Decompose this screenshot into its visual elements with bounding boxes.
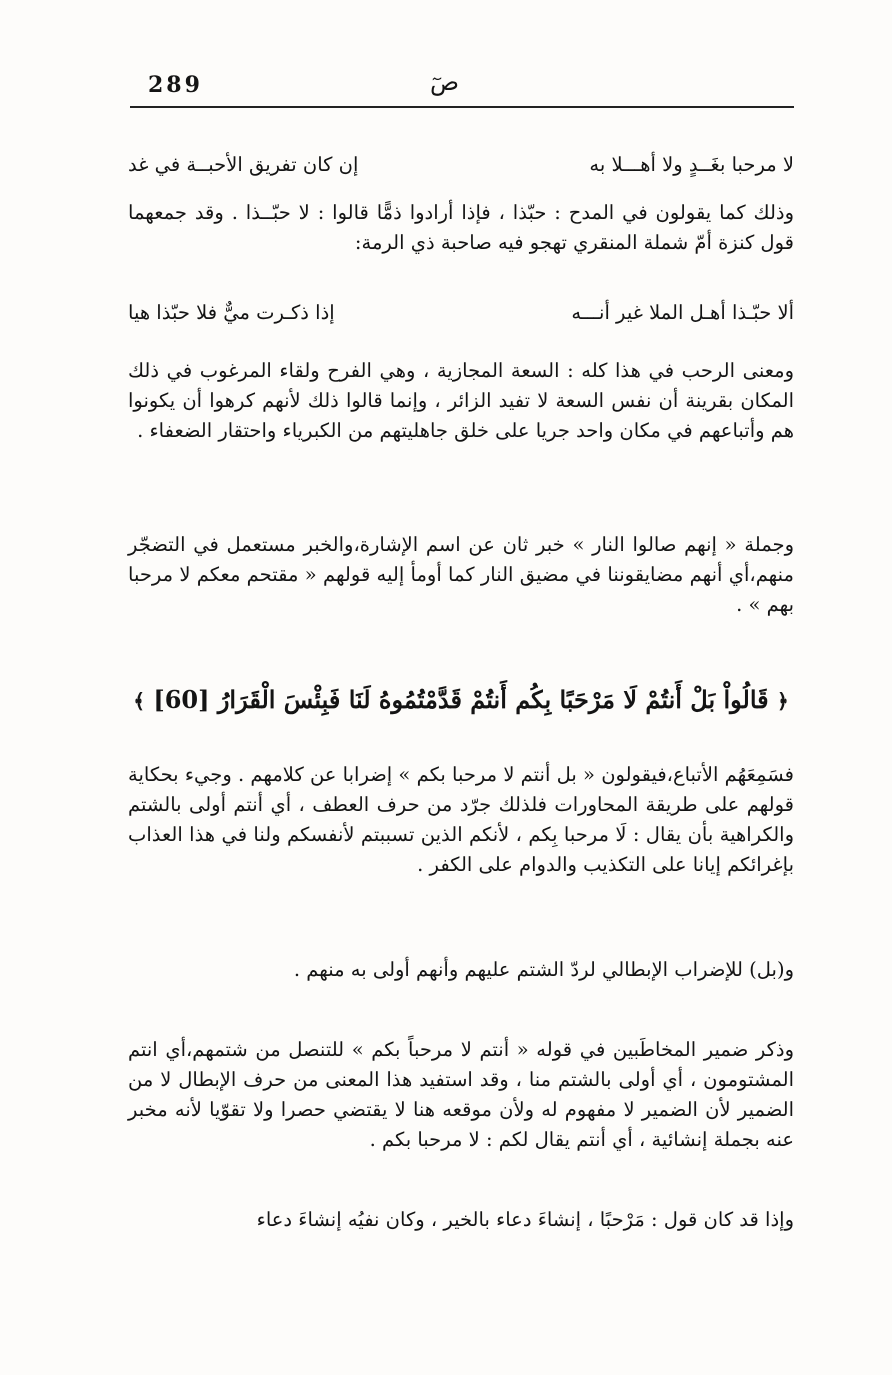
- quran-verse: [128, 680, 794, 721]
- paragraph-7: وإذا قد كان قول : مَرْحبًا ، إنشاءَ دعاء بالخير ، وكان نفيُه إنشاءَ دعاء: [256, 1208, 794, 1231]
- paragraph-5: و(بل) للإضراب الإبطالي لردّ الشتم عليهم وأنهم أولى به منهم .: [293, 958, 794, 981]
- header-rule: [130, 106, 794, 108]
- page-number: 289: [148, 72, 203, 98]
- paragraph-1: وذلك كما يقولون في المدح : حبّذا ، فإذا أرادوا ذمًّا قالوا : لا حبّــذا . وقد جمعهما قول كنزة أمّ شملة المنقري تهجو فيه صاحبة ذي الرمة:: [128, 201, 794, 254]
- paragraph-4: فسَمِعَهُم الأتباع،فيقولون « بل أنتم لا مرحبا بكم » إضرابا عن كلامهم . وجيء بحكاية قولهم على طريقة المحاورات فلذلك جرّد من حرف العطف ، أي أنتم أولى بالشتم والكراهية بأن يقال : لَا مرحبا بِكم ، لأنكم الذين تسببتم لأنفسكم ولنا في هذا العذاب بإغرائكم إيانا على التكذيب والدوام على الكفر .: [128, 763, 794, 876]
- poem-line-1: [128, 150, 794, 180]
- verse-text: قَالُواْ بَلْ أَنتُمْ لَا مَرْحَبًا بِكُم أَنتُمْ قَدَّمْتُمُوهُ لَنَا فَبِئْسَ الْقَرَارُ: [217, 685, 769, 714]
- verse-open-bracket: ﴿: [777, 689, 789, 713]
- poem-hemistich-right: ألا حبّـذا أهـل الملا غير أنـــه: [571, 301, 794, 324]
- verse-number: [60]: [153, 685, 210, 714]
- paragraph-3: وجملة « إنهم صالوا النار » خبر ثان عن اسم الإشارة،والخبر مستعمل في التضجّر منهم،أي أنهم مضايقوننا في مضيق النار كما أومأ إليه قولهم « مقتحم معكم لا مرحبا بهم » .: [128, 533, 794, 616]
- surah-title: صٓ: [430, 68, 460, 96]
- poem-hemistich-left: إن كان تفريق الأحبــة في غد: [128, 153, 359, 176]
- poem-hemistich-left: إذا ذكـرت ميٌّ فلا حبّذا هيا: [128, 301, 335, 324]
- verse-close-bracket: ﴾: [133, 689, 145, 713]
- paragraph-2: ومعنى الرحب في هذا كله : السعة المجازية ، وهي الفرح ولقاء المرغوب في ذلك المكان بقرينة أن نفس السعة لا تفيد الزائر ، وإنما قالوا ذلك لأنهم كرهوا أن يكونوا هم وأتباعهم في مكان واحد جريا على خلق جاهليتهم من الكبرياء واحتقار الضعفاء .: [128, 359, 794, 442]
- poem-hemistich-right: لا مرحبا بغَــدٍ ولا أهـــلا به: [589, 153, 794, 176]
- page-header: [130, 66, 792, 106]
- poem-line-2: [128, 298, 794, 328]
- paragraph-6: وذكر ضمير المخاطَبين في قوله « أنتم لا مرحباً بكم » للتنصل من شتمهم،أي انتم المشتومون ، أي أولى بالشتم منا ، وقد استفيد هذا المعنى من حرف الإبطال لا من الضمير لأن الضمير لا مفهوم له ولأن موقعه هنا لا يقتضي حصرا ولا تقوّيا لأنه مخبر عنه بجملة إنشائية ، أي أنتم يقال لكم : لا مرحبا بكم .: [128, 1038, 794, 1151]
